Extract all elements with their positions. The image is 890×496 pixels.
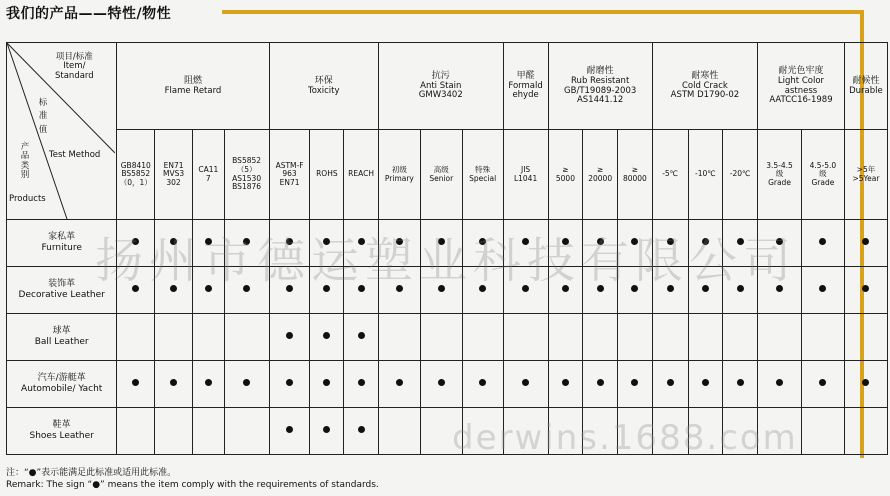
remark-en: Remark: The sign “●” means the item comply with the requirements of standards.	[6, 480, 379, 490]
category-cold-crack: 耐寒性 Cold Crack ASTM D1790-02	[652, 43, 757, 130]
compliance-cell	[192, 361, 224, 408]
corner-item-cn: 项目/标准	[55, 52, 93, 62]
test-method-cell	[192, 130, 224, 220]
category-light-color-fastness: 耐光色牢度 Light Color astness AATCC16-1989	[758, 43, 845, 130]
test-method-line: -10℃	[695, 169, 716, 179]
test-method-line: 7	[205, 173, 211, 183]
compliance-cell	[462, 361, 503, 408]
compliance-cell	[155, 361, 193, 408]
watermark-site-en: derwins.1688.com	[452, 418, 798, 458]
product-name-cn: 汽车/游艇革	[37, 373, 86, 384]
compliance-dot-icon	[862, 285, 869, 292]
compliance-cell	[269, 314, 310, 361]
product-label-cell	[7, 314, 117, 361]
compliance-cell	[378, 314, 420, 361]
compliance-cell	[420, 314, 462, 361]
test-method-cell	[688, 130, 723, 220]
compliance-cell	[462, 314, 503, 361]
test-method-line: L1041	[513, 173, 538, 183]
compliance-cell	[723, 361, 758, 408]
compliance-cell	[192, 408, 224, 455]
test-method-cell	[117, 130, 155, 220]
test-method-line: Primary	[384, 173, 414, 183]
test-method-line: （0，1）	[119, 178, 152, 188]
corner-std-char-2: 准	[38, 111, 48, 122]
test-method-line: 级	[819, 169, 827, 179]
compliance-cell	[844, 220, 887, 267]
test-method-cell	[503, 130, 548, 220]
compliance-cell	[378, 408, 420, 455]
category-rub-resistant: 耐磨性 Rub Resistant GB/T19089-2003 AS1441.12	[548, 43, 652, 130]
test-method-line: ROHS	[316, 169, 338, 179]
test-method-line: -5℃	[662, 169, 679, 179]
watermark-company-cn: 扬州市德运塑业科技有限公司	[95, 233, 798, 289]
compliance-cell	[758, 314, 802, 361]
compliance-cell	[503, 361, 548, 408]
test-method-line: 特殊	[475, 165, 491, 175]
compliance-cell	[652, 314, 688, 361]
test-method-line: GB8410	[120, 160, 151, 170]
compliance-cell	[224, 361, 269, 408]
test-method-line: Grade	[768, 178, 791, 188]
compliance-dot-icon	[358, 332, 365, 339]
test-method-cell	[723, 130, 758, 220]
test-method-line: ≥	[597, 165, 604, 175]
compliance-cell	[583, 314, 618, 361]
test-method-cell	[548, 130, 583, 220]
compliance-dot-icon	[170, 379, 177, 386]
compliance-cell	[420, 361, 462, 408]
product-name-cn: 鞋革	[52, 420, 71, 431]
category-anti-stain: 抗污 Anti Stain GMW3402	[378, 43, 503, 130]
product-name-cn: 球革	[52, 326, 71, 337]
test-method-cell	[618, 130, 653, 220]
product-name-en: Ball Leather	[34, 337, 89, 347]
compliance-dot-icon	[358, 379, 365, 386]
compliance-cell	[548, 314, 583, 361]
product-name-en: Furniture	[41, 243, 82, 253]
corner-product-char-1: 产	[20, 142, 30, 152]
compliance-dot-icon	[286, 426, 293, 433]
compliance-cell	[117, 314, 155, 361]
compliance-cell	[688, 314, 723, 361]
product-name-en: Automobile/ Yacht	[21, 384, 103, 394]
test-method-line: 302	[166, 178, 181, 188]
test-method-line: MVS3	[162, 169, 185, 179]
corner-header-cell	[7, 43, 117, 220]
compliance-cell	[723, 314, 758, 361]
test-method-line: >5年	[856, 165, 876, 175]
compliance-cell	[652, 361, 688, 408]
test-method-cell	[844, 130, 887, 220]
test-method-line: Grade	[811, 178, 835, 188]
compliance-cell	[155, 314, 193, 361]
test-method-line: EN71	[279, 178, 300, 188]
compliance-dot-icon	[819, 238, 826, 245]
compliance-dot-icon	[862, 379, 869, 386]
corner-product-char-3: 类	[20, 160, 30, 171]
compliance-cell	[117, 361, 155, 408]
compliance-cell	[844, 408, 887, 455]
test-method-line: Senior	[429, 173, 454, 183]
compliance-cell	[801, 314, 844, 361]
compliance-cell	[801, 220, 844, 267]
compliance-cell	[618, 361, 653, 408]
test-method-line: ≥	[631, 165, 639, 175]
compliance-cell	[117, 408, 155, 455]
compliance-dot-icon	[819, 285, 826, 292]
compliance-dot-icon	[438, 379, 445, 386]
compliance-cell	[269, 408, 310, 455]
category-header-row	[7, 43, 888, 130]
test-method-line: （5）	[236, 165, 257, 175]
compliance-cell	[758, 361, 802, 408]
test-method-cell	[801, 130, 844, 220]
compliance-cell	[844, 314, 887, 361]
compliance-cell	[344, 314, 379, 361]
compliance-dot-icon	[862, 238, 869, 245]
compliance-cell	[310, 361, 344, 408]
category-formaldehyde: 甲醛 Formald ehyde	[503, 43, 548, 130]
test-method-line: ≥	[562, 165, 569, 175]
corner-std-char-3: 值	[38, 124, 48, 135]
compliance-dot-icon	[286, 332, 293, 339]
compliance-cell	[192, 314, 224, 361]
test-method-line: REACH	[348, 169, 374, 179]
compliance-dot-icon	[737, 379, 744, 386]
gold-accent-bar-top	[222, 10, 862, 14]
compliance-cell	[269, 361, 310, 408]
category-durable: 耐候性 Durable	[844, 43, 887, 130]
test-method-line: BS5852	[121, 169, 151, 179]
compliance-dot-icon	[323, 379, 330, 386]
corner-test-method: Test Method	[49, 150, 101, 160]
corner-products-en: Products	[9, 194, 46, 204]
compliance-cell	[801, 361, 844, 408]
test-method-row	[7, 130, 888, 220]
compliance-dot-icon	[667, 379, 674, 386]
table-row	[7, 361, 888, 408]
compliance-dot-icon	[631, 379, 638, 386]
category-flame-retard: 阻燃 Flame Retard	[117, 43, 269, 130]
test-method-line: 高级	[433, 165, 449, 175]
test-method-line: 5000	[555, 173, 575, 183]
remark-cn: 注：“●”表示能满足此标准或适用此标准。	[6, 468, 177, 478]
test-method-line: >5Year	[852, 173, 880, 183]
product-label-cell	[7, 408, 117, 455]
test-method-cell	[269, 130, 310, 220]
compliance-dot-icon	[243, 379, 250, 386]
compliance-dot-icon	[479, 379, 486, 386]
compliance-cell	[155, 408, 193, 455]
test-method-line: Special	[469, 173, 497, 183]
compliance-cell	[378, 361, 420, 408]
corner-standard-en: Standard	[55, 70, 94, 81]
compliance-cell	[344, 408, 379, 455]
test-method-line: 初级	[391, 165, 407, 175]
compliance-cell	[224, 408, 269, 455]
test-method-line: 80000	[622, 173, 647, 183]
compliance-dot-icon	[776, 379, 783, 386]
page-title: 我们的产品——特性/物性	[6, 6, 172, 22]
compliance-cell	[844, 267, 887, 314]
test-method-line: 4.5-5.0	[809, 160, 837, 170]
test-method-cell	[155, 130, 193, 220]
product-name-cn: 装饰革	[48, 279, 76, 290]
test-method-line: BS1876	[232, 182, 262, 192]
test-method-cell	[310, 130, 344, 220]
test-method-line: 级	[775, 169, 784, 179]
compliance-cell	[548, 361, 583, 408]
compliance-dot-icon	[819, 379, 826, 386]
corner-std-char-1: 标	[38, 98, 48, 108]
compliance-cell	[503, 314, 548, 361]
compliance-dot-icon	[323, 332, 330, 339]
test-method-line: CA11	[198, 165, 219, 175]
test-method-cell	[583, 130, 618, 220]
compliance-dot-icon	[597, 379, 604, 386]
compliance-cell	[583, 361, 618, 408]
corner-product-char-2: 品	[20, 151, 30, 162]
compliance-cell	[310, 408, 344, 455]
product-name-en: Decorative Leather	[18, 290, 105, 300]
test-method-line: AS1530	[232, 173, 262, 183]
corner-item-en: Item/	[63, 61, 86, 72]
compliance-cell	[844, 361, 887, 408]
test-method-cell	[758, 130, 802, 220]
category-toxicity: 环保 Toxicity	[269, 43, 378, 130]
corner-product-char-4: 别	[20, 170, 30, 181]
compliance-dot-icon	[702, 379, 709, 386]
test-method-cell	[652, 130, 688, 220]
compliance-cell	[801, 267, 844, 314]
test-method-line: EN71	[163, 160, 184, 170]
test-method-line: ASTM-F	[275, 160, 304, 170]
test-method-line: JIS	[520, 165, 531, 175]
test-method-line: -20℃	[729, 169, 751, 179]
compliance-dot-icon	[358, 426, 365, 433]
test-method-line: BS5852	[232, 156, 262, 166]
compliance-cell	[688, 361, 723, 408]
product-label-cell	[7, 361, 117, 408]
test-method-line: 963	[282, 169, 297, 179]
compliance-cell	[801, 408, 844, 455]
test-method-line: 20000	[588, 173, 613, 183]
compliance-dot-icon	[522, 379, 529, 386]
product-name-en: Shoes Leather	[29, 431, 94, 441]
product-name-cn: 家私革	[48, 232, 76, 243]
compliance-dot-icon	[323, 426, 330, 433]
compliance-dot-icon	[286, 379, 293, 386]
test-method-cell	[344, 130, 379, 220]
compliance-cell	[224, 314, 269, 361]
test-method-cell	[462, 130, 503, 220]
compliance-dot-icon	[562, 379, 569, 386]
compliance-dot-icon	[205, 379, 212, 386]
test-method-cell	[420, 130, 462, 220]
test-method-cell	[224, 130, 269, 220]
test-method-line: 3.5-4.5	[766, 160, 793, 170]
table-row	[7, 314, 888, 361]
compliance-dot-icon	[132, 379, 139, 386]
compliance-cell	[310, 314, 344, 361]
test-method-cell	[378, 130, 420, 220]
compliance-cell	[344, 361, 379, 408]
compliance-cell	[618, 314, 653, 361]
compliance-dot-icon	[396, 379, 403, 386]
